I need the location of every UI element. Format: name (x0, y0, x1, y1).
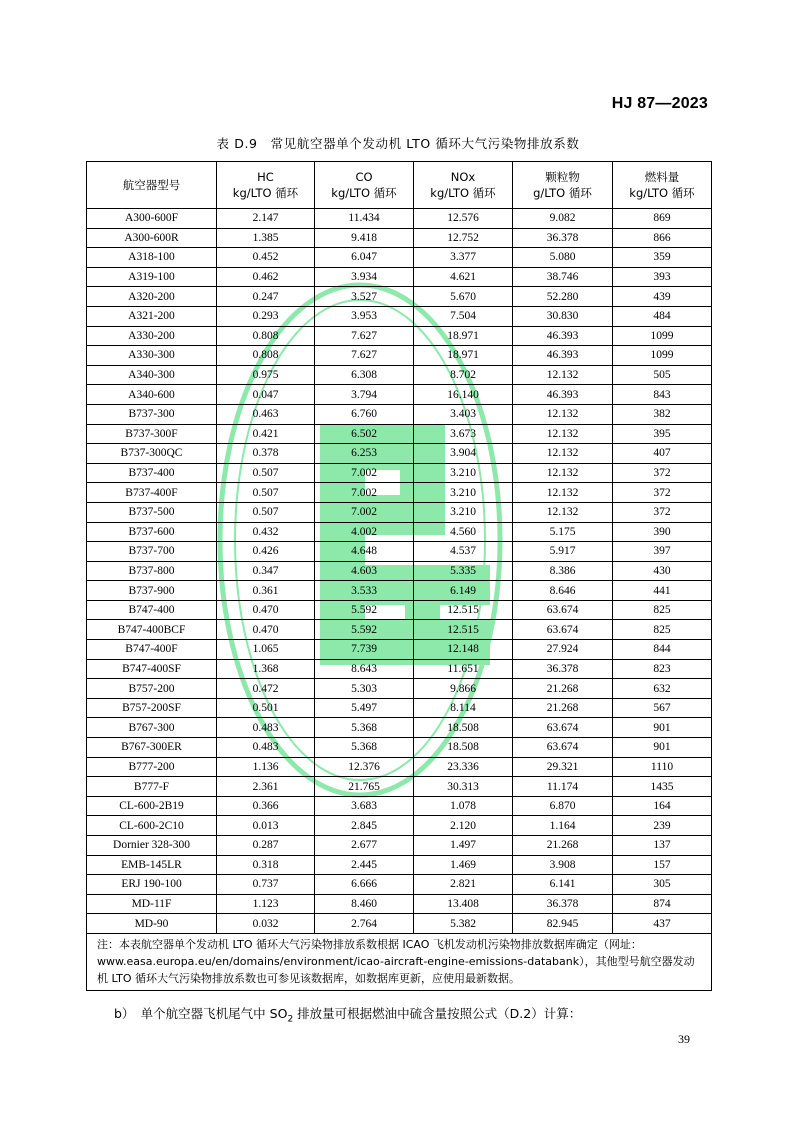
nox-cell: 16.140 (414, 385, 513, 405)
particulate-cell: 29.321 (513, 757, 613, 777)
nox-cell: 1.078 (414, 796, 513, 816)
table-row (87, 444, 712, 464)
column-header-line2: kg/LTO 循环 (430, 186, 496, 200)
table-title: 表 D.9 常见航空器单个发动机 LTO 循环大气污染物排放系数 (216, 136, 580, 151)
table-row (87, 796, 712, 816)
table-note-row (87, 933, 712, 990)
aircraft-model-cell: B737-500 (87, 502, 217, 522)
co-cell: 6.666 (315, 875, 414, 895)
nox-cell: 8.114 (414, 698, 513, 718)
particulate-cell: 6.870 (513, 796, 613, 816)
particulate-cell: 36.378 (513, 228, 613, 248)
fuel-cell: 397 (613, 542, 712, 562)
fuel-cell: 1099 (613, 346, 712, 366)
hc-cell: 0.293 (217, 306, 315, 326)
aircraft-model-cell: B747-400SF (87, 659, 217, 679)
particulate-cell: 63.674 (513, 620, 613, 640)
fuel-cell: 390 (613, 522, 712, 542)
co-cell: 5.497 (315, 698, 414, 718)
table-row (87, 738, 712, 758)
fuel-cell: 137 (613, 836, 712, 856)
co-cell: 12.376 (315, 757, 414, 777)
aircraft-model-cell: B767-300ER (87, 738, 217, 758)
aircraft-model-cell: A300-600F (87, 209, 217, 229)
fuel-cell: 441 (613, 581, 712, 601)
particulate-cell: 3.908 (513, 855, 613, 875)
hc-cell: 0.483 (217, 738, 315, 758)
column-header-line2: kg/LTO 循环 (331, 186, 397, 200)
table-row (87, 855, 712, 875)
particulate-cell: 5.917 (513, 542, 613, 562)
body-paragraph (114, 1004, 581, 1025)
table-row (87, 287, 712, 307)
nox-cell: 3.377 (414, 248, 513, 268)
nox-cell: 30.313 (414, 777, 513, 797)
co-cell: 5.592 (315, 600, 414, 620)
fuel-cell: 567 (613, 698, 712, 718)
fuel-cell: 1099 (613, 326, 712, 346)
column-header-line1: 航空器型号 (122, 178, 181, 192)
table-row (87, 640, 712, 660)
hc-cell: 0.452 (217, 248, 315, 268)
hc-cell: 0.032 (217, 914, 315, 934)
paragraph-prefix: b） 单个航空器飞机尾气中 SO (114, 1006, 288, 1021)
aircraft-model-cell: B737-700 (87, 542, 217, 562)
fuel-cell: 382 (613, 404, 712, 424)
aircraft-model-cell: B757-200 (87, 679, 217, 699)
table-row (87, 620, 712, 640)
hc-cell: 0.421 (217, 424, 315, 444)
table-row (87, 483, 712, 503)
aircraft-model-cell: B737-300F (87, 424, 217, 444)
co-cell: 6.047 (315, 248, 414, 268)
hc-cell: 2.147 (217, 209, 315, 229)
hc-cell: 0.366 (217, 796, 315, 816)
particulate-cell: 36.378 (513, 894, 613, 914)
co-cell: 11.434 (315, 209, 414, 229)
aircraft-model-cell: B737-300 (87, 404, 217, 424)
table-row (87, 600, 712, 620)
fuel-cell: 372 (613, 483, 712, 503)
nox-cell: 4.560 (414, 522, 513, 542)
particulate-cell: 63.674 (513, 718, 613, 738)
co-cell: 5.368 (315, 738, 414, 758)
nox-cell: 1.469 (414, 855, 513, 875)
particulate-cell: 63.674 (513, 600, 613, 620)
fuel-cell: 874 (613, 894, 712, 914)
nox-cell: 18.508 (414, 718, 513, 738)
nox-cell: 12.515 (414, 620, 513, 640)
hc-cell: 0.470 (217, 620, 315, 640)
fuel-cell: 484 (613, 306, 712, 326)
hc-cell: 0.378 (217, 444, 315, 464)
nox-cell: 23.336 (414, 757, 513, 777)
co-cell: 9.418 (315, 228, 414, 248)
table-row (87, 522, 712, 542)
column-header-line1: 颗粒物 (545, 170, 580, 184)
co-cell: 8.643 (315, 659, 414, 679)
particulate-cell: 21.268 (513, 698, 613, 718)
fuel-cell: 395 (613, 424, 712, 444)
column-header (414, 162, 513, 209)
fuel-cell: 430 (613, 561, 712, 581)
hc-cell: 0.808 (217, 346, 315, 366)
fuel-cell: 823 (613, 659, 712, 679)
aircraft-model-cell: B777-200 (87, 757, 217, 777)
particulate-cell: 12.132 (513, 444, 613, 464)
column-header (315, 162, 414, 209)
hc-cell: 2.361 (217, 777, 315, 797)
co-cell: 6.502 (315, 424, 414, 444)
nox-cell: 5.382 (414, 914, 513, 934)
hc-cell: 0.472 (217, 679, 315, 699)
column-header-line1: HC (257, 170, 274, 184)
aircraft-model-cell: Dornier 328-300 (87, 836, 217, 856)
co-cell: 7.627 (315, 346, 414, 366)
aircraft-model-cell: CL-600-2C10 (87, 816, 217, 836)
column-header (217, 162, 315, 209)
co-cell: 6.760 (315, 404, 414, 424)
particulate-cell: 12.132 (513, 463, 613, 483)
particulate-cell: 6.141 (513, 875, 613, 895)
hc-cell: 0.463 (217, 404, 315, 424)
nox-cell: 12.515 (414, 600, 513, 620)
particulate-cell: 12.132 (513, 365, 613, 385)
hc-cell: 0.507 (217, 502, 315, 522)
hc-cell: 1.368 (217, 659, 315, 679)
co-cell: 7.627 (315, 326, 414, 346)
fuel-cell: 901 (613, 718, 712, 738)
column-header-line2: kg/LTO 循环 (232, 186, 299, 200)
document-code: HJ 87—2023 (611, 95, 708, 112)
aircraft-model-cell: B757-200SF (87, 698, 217, 718)
nox-cell: 2.821 (414, 875, 513, 895)
fuel-cell: 164 (613, 796, 712, 816)
nox-cell: 4.621 (414, 267, 513, 287)
nox-cell: 3.210 (414, 483, 513, 503)
nox-cell: 13.408 (414, 894, 513, 914)
particulate-cell: 46.393 (513, 346, 613, 366)
hc-cell: 0.347 (217, 561, 315, 581)
column-header-line1: NOx (450, 170, 476, 184)
column-header (513, 162, 613, 209)
co-cell: 4.603 (315, 561, 414, 581)
nox-cell: 3.673 (414, 424, 513, 444)
nox-cell: 18.971 (414, 326, 513, 346)
table-row (87, 836, 712, 856)
nox-cell: 3.210 (414, 463, 513, 483)
table-row (87, 718, 712, 738)
particulate-cell: 12.132 (513, 483, 613, 503)
hc-cell: 0.462 (217, 267, 315, 287)
hc-cell: 0.426 (217, 542, 315, 562)
co-cell: 3.527 (315, 287, 414, 307)
table-row (87, 267, 712, 287)
co-cell: 3.953 (315, 306, 414, 326)
aircraft-model-cell: MD-11F (87, 894, 217, 914)
co-cell: 4.648 (315, 542, 414, 562)
nox-cell: 12.752 (414, 228, 513, 248)
nox-cell: 18.508 (414, 738, 513, 758)
particulate-cell: 12.132 (513, 404, 613, 424)
column-header (613, 162, 712, 209)
fuel-cell: 305 (613, 875, 712, 895)
column-header-line1: 燃料量 (644, 170, 680, 184)
nox-cell: 2.120 (414, 816, 513, 836)
aircraft-model-cell: B737-800 (87, 561, 217, 581)
aircraft-model-cell: B747-400BCF (87, 620, 217, 640)
aircraft-model-cell: ERJ 190-100 (87, 875, 217, 895)
hc-cell: 0.975 (217, 365, 315, 385)
hc-cell: 0.470 (217, 600, 315, 620)
column-header-line2: kg/LTO 循环 (629, 186, 695, 200)
hc-cell: 0.361 (217, 581, 315, 601)
hc-cell: 0.507 (217, 483, 315, 503)
co-cell: 2.845 (315, 816, 414, 836)
fuel-cell: 359 (613, 248, 712, 268)
nox-cell: 3.904 (414, 444, 513, 464)
particulate-cell: 63.674 (513, 738, 613, 758)
hc-cell: 0.013 (217, 816, 315, 836)
hc-cell: 1.123 (217, 894, 315, 914)
table-row (87, 777, 712, 797)
aircraft-model-cell: A319-100 (87, 267, 217, 287)
co-cell: 2.764 (315, 914, 414, 934)
particulate-cell: 46.393 (513, 326, 613, 346)
aircraft-model-cell: MD-90 (87, 914, 217, 934)
fuel-cell: 239 (613, 816, 712, 836)
aircraft-model-cell: A330-200 (87, 326, 217, 346)
nox-cell: 12.576 (414, 209, 513, 229)
aircraft-model-cell: CL-600-2B19 (87, 796, 217, 816)
fuel-cell: 869 (613, 209, 712, 229)
co-cell: 6.253 (315, 444, 414, 464)
fuel-cell: 1110 (613, 757, 712, 777)
table-row (87, 209, 712, 229)
fuel-cell: 844 (613, 640, 712, 660)
aircraft-model-cell: B737-600 (87, 522, 217, 542)
table-row (87, 561, 712, 581)
table-row (87, 894, 712, 914)
table-row (87, 679, 712, 699)
particulate-cell: 21.268 (513, 679, 613, 699)
table-row (87, 424, 712, 444)
particulate-cell: 30.830 (513, 306, 613, 326)
co-cell: 6.308 (315, 365, 414, 385)
particulate-cell: 38.746 (513, 267, 613, 287)
fuel-cell: 372 (613, 502, 712, 522)
nox-cell: 3.403 (414, 404, 513, 424)
table-header-row (87, 162, 712, 209)
co-cell: 3.934 (315, 267, 414, 287)
nox-cell: 11.651 (414, 659, 513, 679)
co-cell: 4.002 (315, 522, 414, 542)
hc-cell: 0.501 (217, 698, 315, 718)
fuel-cell: 843 (613, 385, 712, 405)
table-row (87, 816, 712, 836)
aircraft-model-cell: A330-300 (87, 346, 217, 366)
aircraft-model-cell: B737-900 (87, 581, 217, 601)
column-header-line1: CO (355, 170, 373, 184)
aircraft-model-cell: B747-400 (87, 600, 217, 620)
fuel-cell: 439 (613, 287, 712, 307)
hc-cell: 0.318 (217, 855, 315, 875)
hc-cell: 0.737 (217, 875, 315, 895)
co-cell: 5.592 (315, 620, 414, 640)
particulate-cell: 82.945 (513, 914, 613, 934)
emission-factor-table (86, 161, 712, 991)
nox-cell: 3.210 (414, 502, 513, 522)
co-cell: 3.794 (315, 385, 414, 405)
co-cell: 7.002 (315, 502, 414, 522)
hc-cell: 1.385 (217, 228, 315, 248)
table-row (87, 463, 712, 483)
particulate-cell: 12.132 (513, 424, 613, 444)
table-row (87, 228, 712, 248)
hc-cell: 0.047 (217, 385, 315, 405)
particulate-cell: 36.378 (513, 659, 613, 679)
table-row (87, 346, 712, 366)
table-row (87, 757, 712, 777)
fuel-cell: 825 (613, 600, 712, 620)
nox-cell: 18.971 (414, 346, 513, 366)
particulate-cell: 1.164 (513, 816, 613, 836)
particulate-cell: 8.646 (513, 581, 613, 601)
column-header (87, 162, 217, 209)
co-cell: 2.677 (315, 836, 414, 856)
table-row (87, 542, 712, 562)
aircraft-model-cell: B767-300 (87, 718, 217, 738)
aircraft-model-cell: B737-400F (87, 483, 217, 503)
aircraft-model-cell: A321-200 (87, 306, 217, 326)
aircraft-model-cell: A318-100 (87, 248, 217, 268)
nox-cell: 12.148 (414, 640, 513, 660)
table-row (87, 698, 712, 718)
table-body (87, 209, 712, 991)
table-row (87, 404, 712, 424)
aircraft-model-cell: A340-600 (87, 385, 217, 405)
table-note: 注：本表航空器单个发动机 LTO 循环大气污染物排放系数根据 ICAO 飞机发动机污染物排放数据库确定（网址：www.easa.europa.eu/en/domains/environment/icao-aircraft-engine-emissions-databank），其他型号航空器发动机 LTO 循环大气污染物排放系数也可参见该数据库，如数据库更新，应使用最新数据。 (87, 933, 712, 990)
co-cell: 5.303 (315, 679, 414, 699)
co-cell: 5.368 (315, 718, 414, 738)
co-cell: 21.765 (315, 777, 414, 797)
aircraft-model-cell: EMB-145LR (87, 855, 217, 875)
particulate-cell: 11.174 (513, 777, 613, 797)
co-cell: 8.460 (315, 894, 414, 914)
particulate-cell: 21.268 (513, 836, 613, 856)
nox-cell: 6.149 (414, 581, 513, 601)
table-row (87, 875, 712, 895)
particulate-cell: 5.080 (513, 248, 613, 268)
page-number: 39 (678, 1032, 690, 1046)
hc-cell: 0.432 (217, 522, 315, 542)
paragraph-subscript: 2 (287, 1014, 294, 1025)
table-row (87, 385, 712, 405)
table-row (87, 914, 712, 934)
co-cell: 7.002 (315, 463, 414, 483)
nox-cell: 5.670 (414, 287, 513, 307)
aircraft-model-cell: A320-200 (87, 287, 217, 307)
aircraft-model-cell: B737-300QC (87, 444, 217, 464)
fuel-cell: 1435 (613, 777, 712, 797)
particulate-cell: 5.175 (513, 522, 613, 542)
co-cell: 3.683 (315, 796, 414, 816)
hc-cell: 1.136 (217, 757, 315, 777)
table-row (87, 659, 712, 679)
particulate-cell: 12.132 (513, 502, 613, 522)
table-row (87, 502, 712, 522)
particulate-cell: 9.082 (513, 209, 613, 229)
aircraft-model-cell: B777-F (87, 777, 217, 797)
hc-cell: 0.247 (217, 287, 315, 307)
hc-cell: 0.287 (217, 836, 315, 856)
nox-cell: 5.335 (414, 561, 513, 581)
particulate-cell: 46.393 (513, 385, 613, 405)
fuel-cell: 866 (613, 228, 712, 248)
aircraft-model-cell: B747-400F (87, 640, 217, 660)
fuel-cell: 407 (613, 444, 712, 464)
hc-cell: 0.507 (217, 463, 315, 483)
fuel-cell: 632 (613, 679, 712, 699)
column-header-line2: g/LTO 循环 (533, 186, 592, 200)
table-row (87, 581, 712, 601)
fuel-cell: 901 (613, 738, 712, 758)
nox-cell: 4.537 (414, 542, 513, 562)
co-cell: 7.739 (315, 640, 414, 660)
nox-cell: 9.866 (414, 679, 513, 699)
table-row (87, 248, 712, 268)
fuel-cell: 393 (613, 267, 712, 287)
aircraft-model-cell: A300-600R (87, 228, 217, 248)
fuel-cell: 825 (613, 620, 712, 640)
nox-cell: 1.497 (414, 836, 513, 856)
nox-cell: 7.504 (414, 306, 513, 326)
hc-cell: 1.065 (217, 640, 315, 660)
fuel-cell: 505 (613, 365, 712, 385)
aircraft-model-cell: A340-300 (87, 365, 217, 385)
hc-cell: 0.483 (217, 718, 315, 738)
particulate-cell: 52.280 (513, 287, 613, 307)
table-row (87, 326, 712, 346)
fuel-cell: 157 (613, 855, 712, 875)
particulate-cell: 27.924 (513, 640, 613, 660)
paragraph-suffix: 排放量可根据燃油中硫含量按照公式（D.2）计算： (293, 1006, 582, 1021)
fuel-cell: 372 (613, 463, 712, 483)
particulate-cell: 8.386 (513, 561, 613, 581)
co-cell: 7.002 (315, 483, 414, 503)
co-cell: 2.445 (315, 855, 414, 875)
aircraft-model-cell: B737-400 (87, 463, 217, 483)
hc-cell: 0.808 (217, 326, 315, 346)
nox-cell: 8.702 (414, 365, 513, 385)
co-cell: 3.533 (315, 581, 414, 601)
table-row (87, 306, 712, 326)
table-row (87, 365, 712, 385)
fuel-cell: 437 (613, 914, 712, 934)
